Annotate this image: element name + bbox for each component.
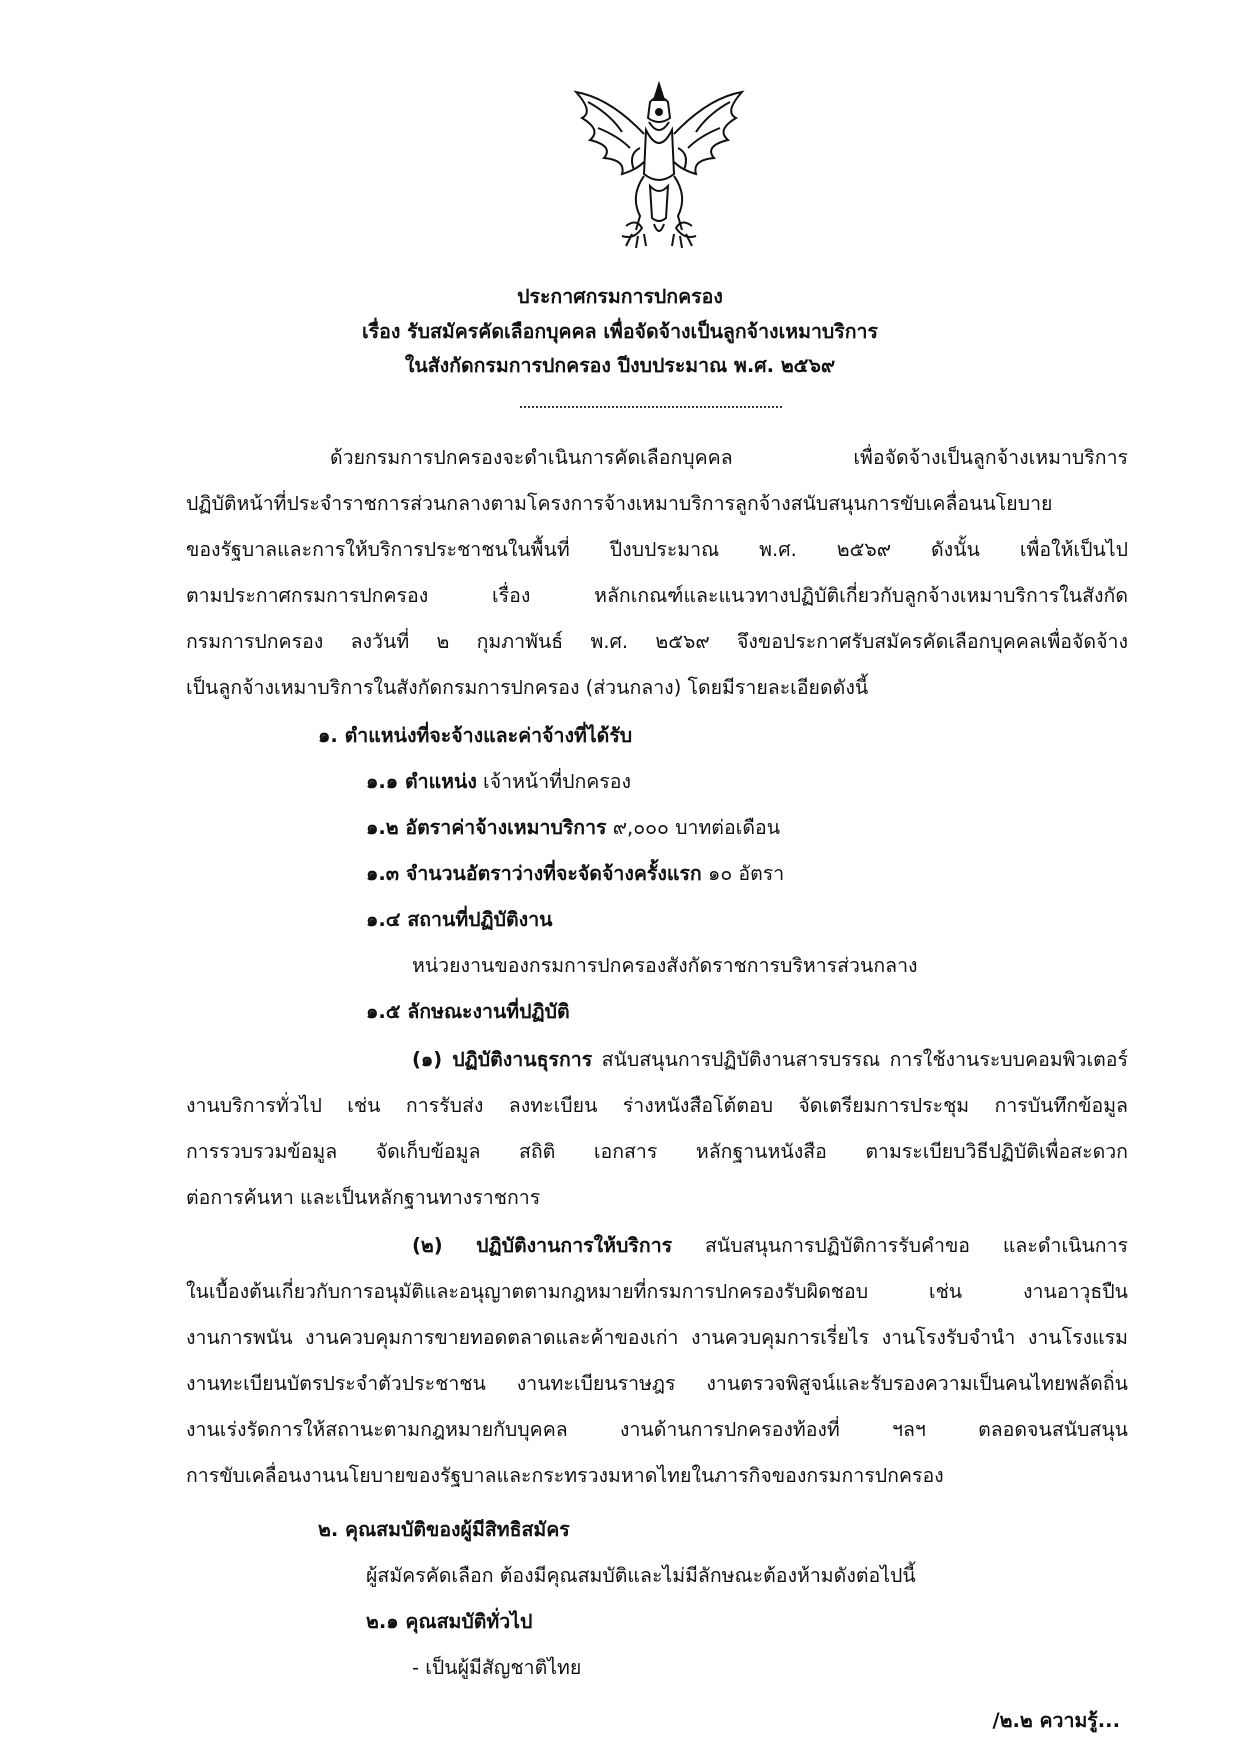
item-1-2 [366, 818, 780, 838]
intro-line: ของรัฐบาลและการให้บริการประชาชนในพื้นที่ ปีงบประมาณ พ.ศ. ๒๕๖๙ ดังนั้น เพื่อให้เป็นไป [186, 538, 1128, 561]
item-1-3 [366, 864, 784, 884]
item-1-4-label: ๑.๔ สถานที่ปฏิบัติงาน [366, 908, 553, 931]
duty-1-text: สนับสนุนการปฏิบัติงานสารบรรณ การใช้งานระบบคอมพิวเตอร์ [592, 1048, 1128, 1071]
item-1-3-value: ๑๐ อัตรา [701, 862, 785, 885]
announcement-subject-line2: ในสังกัดกรมการปกครอง ปีงบประมาณ พ.ศ. ๒๕๖๙ [404, 354, 836, 377]
item-1-1-label: ๑.๑ ตำแหน่ง [366, 770, 477, 793]
next-page-marker: /๒.๒ ความรู้... [992, 1709, 1120, 1732]
garuda-emblem-icon [570, 78, 748, 254]
duty-1-first-line [412, 1050, 1128, 1070]
intro-line: ด้วยกรมการปกครองจะดำเนินการคัดเลือกบุคคล เพื่อจัดจ้างเป็นลูกจ้างเหมาบริการ [330, 446, 1128, 469]
duty-2-first-line [412, 1236, 1128, 1256]
item-1-2-label: ๑.๒ อัตราค่าจ้างเหมาบริการ [366, 816, 607, 839]
duty-2-line: งานเร่งรัดการให้สถานะตามกฎหมายกับบุคคล งานด้านการปกครองท้องที่ ฯลฯ ตลอดจนสนับสนุน [186, 1418, 1128, 1441]
title-divider [520, 406, 782, 408]
announcement-subject: เรื่อง รับสมัครคัดเลือกบุคคล เพื่อจัดจ้างเป็นลูกจ้างเหมาบริการ [362, 320, 878, 343]
item-1-1 [366, 772, 631, 792]
duty-2-label: (๒) ปฏิบัติงานการให้บริการ [412, 1234, 673, 1257]
duty-2-line: ในเบื้องต้นเกี่ยวกับการอนุมัติและอนุญาตตามกฎหมายที่กรมการปกครองรับผิดชอบ เช่น งานอาวุธปืน [186, 1280, 1128, 1303]
duty-1-line: งานบริการทั่วไป เช่น การรับส่ง ลงทะเบียน ร่างหนังสือโต้ตอบ จัดเตรียมการประชุม การบันทึกข้อมูล [186, 1094, 1128, 1117]
section-1-title: ๑. ตำแหน่งที่จะจ้างและค่าจ้างที่ได้รับ [318, 724, 633, 747]
duty-1-label: (๑) ปฏิบัติงานธุรการ [412, 1048, 593, 1071]
intro-line: ปฏิบัติหน้าที่ประจำราชการส่วนกลางตามโครงการจ้างเหมาบริการลูกจ้างสนับสนุนการขับเคลื่อนนโยบาย [186, 492, 1053, 515]
duty-2-line: การขับเคลื่อนงานนโยบายของรัฐบาลและกระทรวงมหาดไทยในภารกิจของกรมการปกครอง [186, 1464, 944, 1487]
duty-1-line: การรวบรวมข้อมูล จัดเก็บข้อมูล สถิติ เอกสาร หลักฐานหนังสือ ตามระเบียบวิธีปฏิบัติเพื่อสะดวก [186, 1140, 1128, 1163]
duty-2-line: งานการพนัน งานควบคุมการขายทอดตลาดและค้าของเก่า งานควบคุมการเรี่ยไร งานโรงรับจำนำ งานโรงแรม [186, 1326, 1128, 1349]
item-1-4-value: หน่วยงานของกรมการปกครองสังกัดราชการบริหารส่วนกลาง [412, 954, 918, 977]
intro-line: กรมการปกครอง ลงวันที่ ๒ กุมภาพันธ์ พ.ศ. ๒๕๖๙ จึงขอประกาศรับสมัครคัดเลือกบุคคลเพื่อจัดจ้าง [186, 630, 1128, 653]
announcement-agency: ประกาศกรมการปกครอง [517, 285, 723, 308]
item-1-1-value: เจ้าหน้าที่ปกครอง [476, 770, 632, 793]
item-1-2-value: ๙,๐๐๐ บาทต่อเดือน [606, 816, 781, 839]
item-2-1-label: ๒.๑ คุณสมบัติทั่วไป [366, 1610, 533, 1633]
item-1-3-label: ๑.๓ จำนวนอัตราว่างที่จะจัดจ้างครั้งแรก [366, 862, 702, 885]
intro-line: ตามประกาศกรมการปกครอง เรื่อง หลักเกณฑ์และแนวทางปฏิบัติเกี่ยวกับลูกจ้างเหมาบริการในสังกัด [186, 584, 1128, 607]
qualification-bullet: - เป็นผู้มีสัญชาติไทย [412, 1656, 582, 1679]
section-2-title: ๒. คุณสมบัติของผู้มีสิทธิสมัคร [318, 1518, 570, 1541]
section-2-intro: ผู้สมัครคัดเลือก ต้องมีคุณสมบัติและไม่มีลักษณะต้องห้ามดังต่อไปนี้ [366, 1564, 916, 1587]
duty-2-line: งานทะเบียนบัตรประจำตัวประชาชน งานทะเบียนราษฎร งานตรวจพิสูจน์และรับรองความเป็นคนไทยพลัดถิ่น [186, 1372, 1128, 1395]
duty-1-line: ต่อการค้นหา และเป็นหลักฐานทางราชการ [186, 1186, 541, 1209]
duty-2-text: สนับสนุนการปฏิบัติการรับคำขอ และดำเนินการ [672, 1234, 1129, 1257]
intro-line: เป็นลูกจ้างเหมาบริการในสังกัดกรมการปกครอง (ส่วนกลาง) โดยมีรายละเอียดดังนี้ [186, 676, 869, 699]
item-1-5-label: ๑.๕ ลักษณะงานที่ปฏิบัติ [366, 1000, 570, 1023]
